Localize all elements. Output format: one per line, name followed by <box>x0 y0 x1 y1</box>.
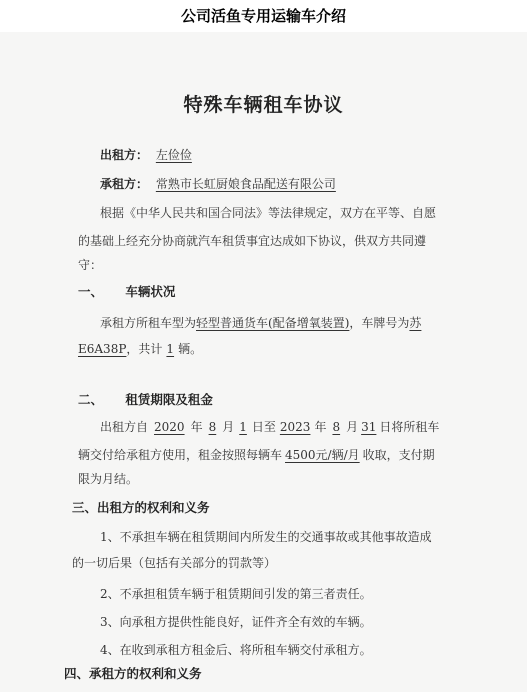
end-year: 2023 <box>279 420 311 434</box>
section-2-heading <box>78 390 213 408</box>
intro-line-2: 的基础上经充分协商就汽车租赁事宜达成如下协议，供双方共同遵 <box>78 234 427 248</box>
section-2-line-2 <box>78 446 435 463</box>
section-3-item-4: 4、在收到承租方租金后、将所租车辆交付承租方。 <box>100 643 372 657</box>
plate-label: ，车牌号为 <box>349 316 410 330</box>
section-2-line-3: 限为月结。 <box>78 472 139 486</box>
start-day: 1 <box>239 420 247 434</box>
period-tail: 日将所租车 <box>379 420 440 434</box>
month-unit: 月 <box>222 420 235 434</box>
year-unit-2: 年 <box>314 420 327 434</box>
period-to-label: 日至 <box>251 420 276 434</box>
document-title: 特殊车辆租车协议 <box>183 94 344 116</box>
section-2-number: 二、 <box>78 392 104 407</box>
end-month: 8 <box>332 420 341 434</box>
section-1-line-1 <box>100 314 421 331</box>
section-3-item-3: 3、向承租方提供性能良好，证件齐全有效的车辆。 <box>100 615 372 629</box>
lessor-value: 左俭俭 <box>155 148 192 162</box>
period-from-label: 出租方自 <box>100 420 149 434</box>
section-3-item-2: 2、不承担租赁车辆于租赁期间引发的第三者责任。 <box>100 587 372 601</box>
end-day: 31 <box>361 420 377 434</box>
intro-line-3: 守： <box>78 258 103 272</box>
plate-prefix: 苏 <box>409 316 422 330</box>
document-page <box>0 32 527 692</box>
section-1-heading <box>78 282 175 300</box>
rent-tail: 收取，支付期 <box>362 448 435 462</box>
section-3-heading: 三、出租方的权利和义务 <box>72 500 210 515</box>
section-4-heading: 四、承租方的权利和义务 <box>64 666 202 681</box>
lessee-label: 承租方： <box>100 177 149 191</box>
lessee-value: 常熟市长虹厨娘食品配送有限公司 <box>155 177 336 191</box>
section-1-title: 车辆状况 <box>125 284 176 299</box>
section-3-item-1-line-1: 1、不承担车辆在租赁期间内所发生的交通事故或其他事故造成 <box>100 530 432 544</box>
section-2-line-1 <box>100 418 439 435</box>
rent-amount: 4500元/辆/月 <box>285 448 360 462</box>
count-unit: 辆。 <box>178 342 203 356</box>
vehicle-type-label: 承租方所租车型为 <box>100 316 197 330</box>
month-unit-2: 月 <box>346 420 359 434</box>
section-1-number: 一、 <box>78 284 104 299</box>
count-label: ，共计 <box>126 342 163 356</box>
vehicle-count: 1 <box>166 342 175 356</box>
section-2-title: 租赁期限及租金 <box>125 392 213 407</box>
vehicle-type-value: 轻型普通货车(配备增氧装置) <box>196 316 350 330</box>
plate-number: E6A38P <box>78 342 127 356</box>
section-3-item-1-line-2: 的一切后果（包括有关部分的罚款等） <box>72 556 277 570</box>
lessee-row <box>100 175 336 192</box>
section-1-line-2 <box>78 340 202 357</box>
start-year: 2020 <box>154 420 185 434</box>
rent-label: 辆交付给承租方使用，租金按照每辆车 <box>78 448 283 462</box>
lessor-label: 出租方： <box>100 148 149 162</box>
year-unit: 年 <box>190 420 203 434</box>
start-month: 8 <box>208 420 217 434</box>
intro-line-1: 根据《中华人民共和国合同法》等法律规定，双方在平等、自愿 <box>100 206 437 220</box>
lessor-row <box>100 146 192 163</box>
page-header: 公司活鱼专用运输车介绍 <box>180 7 346 25</box>
